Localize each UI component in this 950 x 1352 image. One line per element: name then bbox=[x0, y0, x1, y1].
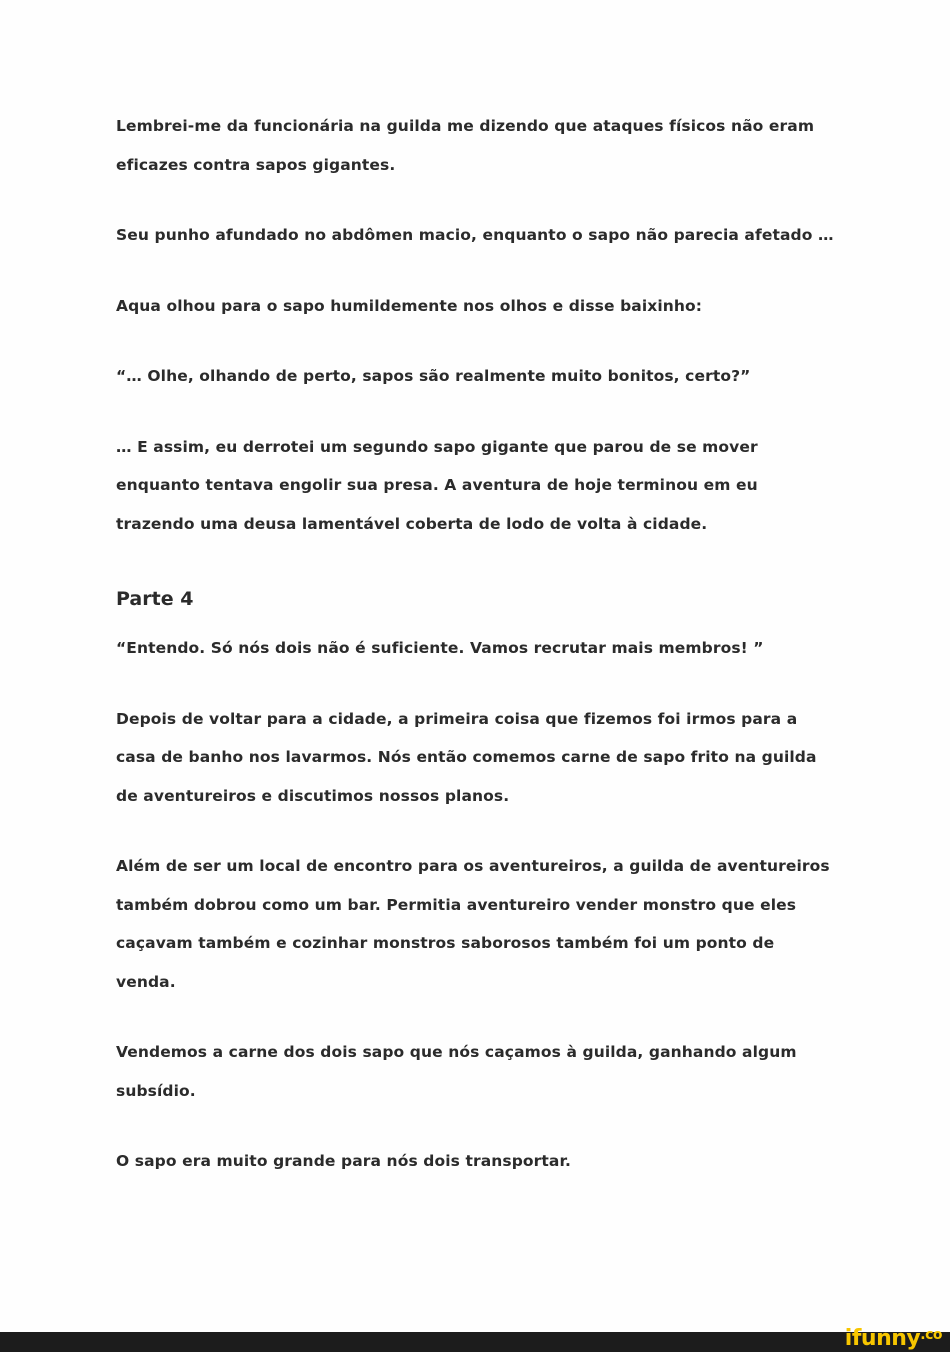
paragraph: Depois de voltar para a cidade, a primeira coisa que fizemos foi irmos para a casa de banho nos lavarmos. Nós então comemos carne de sapo frito na guilda de aventureiros e discutimos nossos planos. bbox=[116, 709, 817, 805]
paragraph: Vendemos a carne dos dois sapo que nós caçamos à guilda, ganhando algum subsídio. bbox=[116, 1043, 797, 1100]
paragraph: Além de ser um local de encontro para os aventureiros, a guilda de aventureiros também dobrou como um bar. Permitia aventureiro vender monstro que eles caçavam também e cozinhar monstros saborosos também foi um ponto de venda. bbox=[116, 857, 830, 991]
paragraph: Seu punho afundado no abdômen macio, enquanto o sapo não parecia afetado … bbox=[116, 226, 834, 244]
watermark-brand: ifunny bbox=[844, 1326, 921, 1351]
paragraph: Aqua olhou para o sapo humildemente nos olhos e disse baixinho: bbox=[116, 296, 703, 315]
watermark-bar bbox=[0, 1332, 950, 1352]
paragraph: Lembrei-me da funcionária na guilda me dizendo que ataques físicos não eram eficazes contra sapos gigantes. bbox=[116, 117, 815, 174]
paragraph: O sapo era muito grande para nós dois transportar. bbox=[116, 1152, 571, 1170]
paragraph: “Entendo. Só nós dois não é suficiente. Vamos recrutar mais membros! ” bbox=[116, 639, 764, 657]
document-content bbox=[116, 107, 836, 1181]
ifunny-watermark-logo bbox=[845, 1323, 942, 1351]
section-heading: Parte 4 bbox=[116, 588, 194, 610]
paragraph: “… Olhe, olhando de perto, sapos são realmente muito bonitos, certo?” bbox=[116, 367, 751, 385]
watermark-suffix: .co bbox=[920, 1327, 942, 1343]
paragraph: … E assim, eu derrotei um segundo sapo gigante que parou de se mover enquanto tentava engolir sua presa. A aventura de hoje terminou em eu trazendo uma deusa lamentável coberta de lodo de volta à cidade. bbox=[116, 437, 758, 533]
